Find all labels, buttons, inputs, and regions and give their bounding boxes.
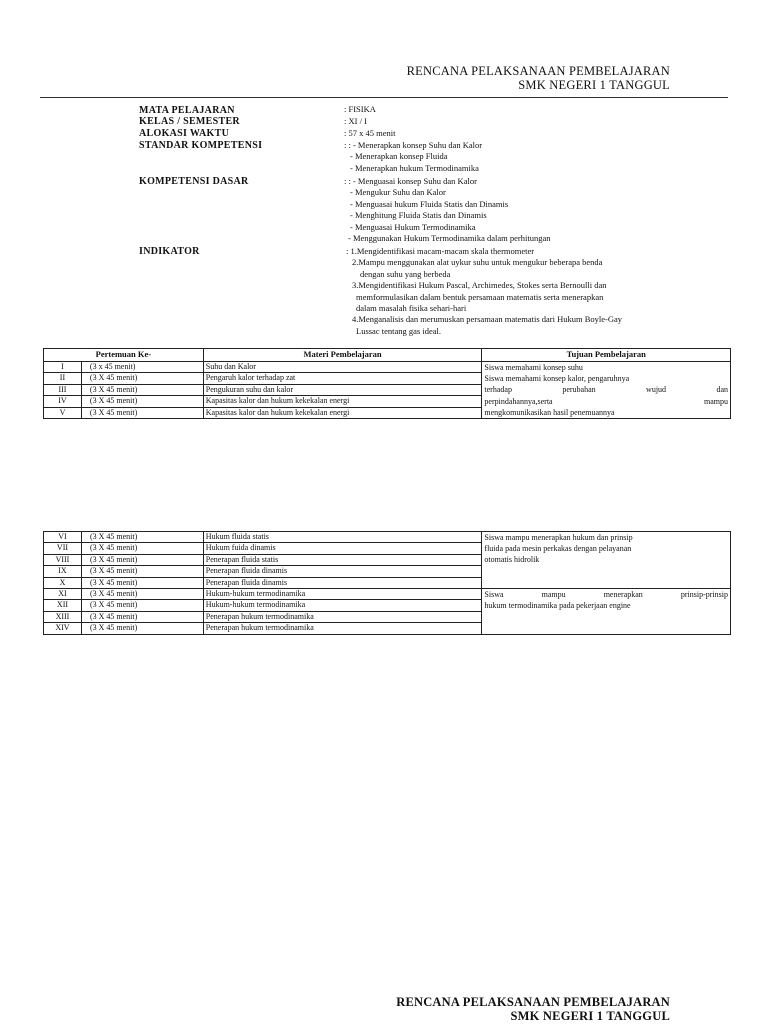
meeting-duration: (3 X 45 menit) <box>81 577 203 588</box>
table-row <box>44 532 731 543</box>
learning-goal <box>482 362 731 419</box>
learning-goal <box>482 588 731 634</box>
meeting-material: Penerapan fluida statis <box>203 554 482 565</box>
goal-line: Siswa mampu menerapkan prinsip-prinsip <box>484 589 728 599</box>
indikator-line: dalam masalah fisika sehari-hari <box>356 303 467 314</box>
document-footer <box>396 995 670 1023</box>
header-materi: Materi Pembelajaran <box>203 349 482 362</box>
meeting-duration: (3 X 45 menit) <box>81 407 203 418</box>
standar-line: - Menerapkan konsep Fluida <box>350 151 448 162</box>
goal-line: hukum termodinamika pada pekerjaan engine <box>484 601 631 611</box>
meeting-material: Pengaruh kalor terhadap zat <box>203 373 482 384</box>
goal-line: Siswa mampu menerapkan hukum dan prinsip <box>484 533 633 542</box>
meeting-duration: (3 X 45 menit) <box>81 384 203 395</box>
value-mata-pelajaran: : FISIKA <box>344 104 376 114</box>
meeting-material: Penerapan fluida dinamis <box>203 577 482 588</box>
header-pertemuan: Pertemuan Ke- <box>44 349 204 362</box>
meeting-number: VIII <box>44 554 82 565</box>
meeting-duration: (3 X 45 menit) <box>81 588 203 599</box>
meeting-duration: (3 X 45 menit) <box>81 623 203 634</box>
header-divider <box>40 97 728 98</box>
meeting-number: II <box>44 373 82 384</box>
meeting-duration: (3 X 45 menit) <box>81 543 203 554</box>
value-kompetensi-dasar <box>344 176 551 244</box>
table-row <box>44 362 731 373</box>
meeting-material: Hukum fluida statis <box>203 532 482 543</box>
goal-line: fluida pada mesin perkakas dengan pelayanan <box>484 544 632 554</box>
label-standar-kompetensi: STANDAR KOMPETENSI <box>139 140 263 151</box>
indikator-line: 4.Menganalisis dan merumuskan persamaan matematis dari Hukum Boyle-Gay <box>352 314 623 325</box>
kompetensi-line: : : - Menguasai konsep Suhu dan Kalor <box>344 176 477 186</box>
label-kompetensi-dasar: KOMPETENSI DASAR <box>139 176 249 187</box>
footer-school: SMK NEGERI 1 TANGGUL <box>510 1009 670 1023</box>
meeting-number: IV <box>44 396 82 407</box>
header-tujuan: Tujuan Pembelajaran <box>482 349 731 362</box>
meeting-duration: (3 X 45 menit) <box>81 566 203 577</box>
goal-line: Siswa memahami konsep kalor, pengaruhnya <box>484 374 630 384</box>
header-title: RENCANA PELAKSANAAN PEMBELAJARAN <box>406 64 670 78</box>
meeting-duration: (3 X 45 menit) <box>81 600 203 611</box>
goal-line: perpindahannya,serta mampu <box>484 396 728 406</box>
indikator-line: 2.Mampu menggunakan alat uykur suhu untuk mengukur beberapa benda <box>352 257 603 268</box>
meeting-material: Pengukuran suhu dan kalor <box>203 384 482 395</box>
value-standar-kompetensi <box>344 140 482 174</box>
indikator-line: Lussac tentang gas ideal. <box>356 325 441 336</box>
table-header-row <box>44 349 731 362</box>
learning-goal <box>482 532 731 589</box>
meeting-duration: (3 X 45 menit) <box>81 373 203 384</box>
goal-line: terhadap perubahan wujud dan <box>484 385 728 395</box>
value-indikator <box>346 246 622 337</box>
meeting-duration: (3 X 45 menit) <box>81 396 203 407</box>
document-header <box>407 64 670 92</box>
kompetensi-line: - Mengukur Suhu dan Kalor <box>350 187 446 198</box>
meeting-number: V <box>44 407 82 418</box>
indikator-line: : 1.Mengidentifikasi macam-macam skala thermometer <box>346 246 535 256</box>
meeting-material: Hukum-hukum termodinamika <box>203 600 482 611</box>
meeting-material: Hukum fuida dinamis <box>203 543 482 554</box>
standar-line: : : - Menerapkan konsep Suhu dan Kalor <box>344 140 483 150</box>
kompetensi-line: - Menguasai hukum Fluida Statis dan Dinamis <box>350 198 509 209</box>
meeting-number: XII <box>44 600 82 611</box>
meeting-number: IX <box>44 566 82 577</box>
meeting-number: I <box>44 362 82 373</box>
label-alokasi: ALOKASI WAKTU <box>139 128 230 139</box>
kompetensi-line: - Menghitung Fluida Statis dan Dinamis <box>350 210 487 221</box>
kompetensi-line: - Menggunakan Hukum Termodinamika dalam perhitungan <box>348 233 551 244</box>
kompetensi-line: - Menguasai Hukum Termodinamika <box>350 221 476 232</box>
meeting-duration: (3 X 45 menit) <box>81 554 203 565</box>
indikator-line: 3.Mengidentifikasi Hukum Pascal, Archimedes, Stokes serta Bernoulli dan <box>352 280 607 291</box>
meeting-material: Penerapan hukum termodinamika <box>203 611 482 622</box>
value-alokasi: : 57 x 45 menit <box>344 128 396 138</box>
meeting-material: Penerapan hukum termodinamika <box>203 623 482 634</box>
meeting-number: XI <box>44 588 82 599</box>
standar-line: - Menerapkan hukum Termodinamika <box>350 162 479 173</box>
label-mata-pelajaran: MATA PELAJARAN <box>139 105 235 116</box>
label-kelas: KELAS / SEMESTER <box>139 116 240 127</box>
meeting-material: Penerapan fluida dinamis <box>203 566 482 577</box>
meeting-duration: (3 x 45 menit) <box>81 362 203 373</box>
goal-line: Siswa memahami konsep suhu <box>484 363 583 372</box>
meeting-material: Suhu dan Kalor <box>203 362 482 373</box>
meeting-number: X <box>44 577 82 588</box>
schedule-table-2 <box>43 531 731 635</box>
meeting-duration: (3 X 45 menit) <box>81 532 203 543</box>
value-kelas: : XI / I <box>344 116 367 126</box>
table-row <box>44 588 731 599</box>
meeting-material: Hukum-hukum termodinamika <box>203 588 482 599</box>
indikator-line: memformulasikan dalam bentuk persamaan matematis serta menerapkan <box>356 291 604 302</box>
meeting-number: VI <box>44 532 82 543</box>
label-indikator: INDIKATOR <box>139 246 200 257</box>
indikator-line: dengan suhu yang berbeda <box>360 268 451 279</box>
header-school: SMK NEGERI 1 TANGGUL <box>518 78 670 92</box>
schedule-table-1 <box>43 348 731 419</box>
meeting-number: III <box>44 384 82 395</box>
meeting-material: Kapasitas kalor dan hukum kekekalan energi <box>203 407 482 418</box>
goal-line: otomatis hidrolik <box>484 555 540 565</box>
goal-line: mengkomunikasikan hasil penemuannya <box>484 407 615 417</box>
meeting-number: XIII <box>44 611 82 622</box>
meeting-duration: (3 X 45 menit) <box>81 611 203 622</box>
meeting-number: VII <box>44 543 82 554</box>
meeting-number: XIV <box>44 623 82 634</box>
meeting-material: Kapasitas kalor dan hukum kekekalan energi <box>203 396 482 407</box>
footer-title: RENCANA PELAKSANAAN PEMBELAJARAN <box>396 995 670 1009</box>
